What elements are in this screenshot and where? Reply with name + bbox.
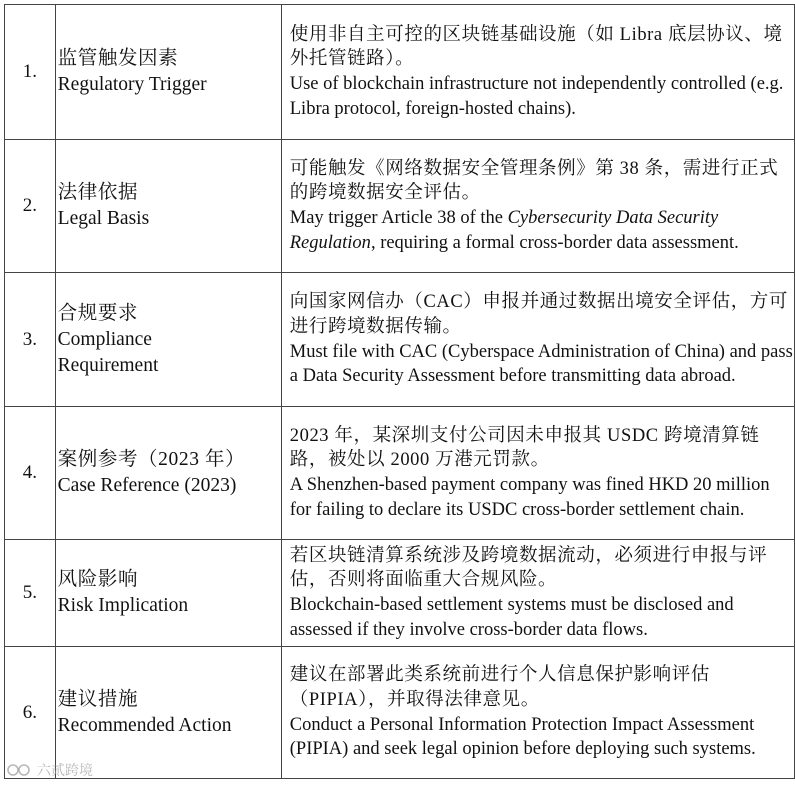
label-zh: 合规要求 bbox=[57, 302, 139, 324]
row-number: 4. bbox=[5, 407, 56, 540]
label-en: Legal Basis bbox=[57, 208, 150, 229]
content-en-post: , requiring a formal cross-border data assessment. bbox=[370, 232, 739, 253]
table-row bbox=[5, 273, 795, 407]
row-number: 1. bbox=[5, 5, 56, 140]
table-row bbox=[5, 5, 795, 140]
content-en: A Shenzhen-based payment company was fined HKD 20 million for failing to declare its USDC cross-border settlement chain. bbox=[289, 475, 770, 520]
watermark-text: 六贰跨境 bbox=[37, 763, 93, 779]
content-en: Must file with CAC (Cyberspace Administration of China) and pass a Data Security Assessment before transmitting data abroad. bbox=[289, 341, 793, 387]
content-zh: 2023 年，某深圳支付公司因未申报其 USDC 跨境清算链路，被处以 2000 万港元罚款。 bbox=[289, 425, 760, 471]
content-en: Blockchain-based settlement systems must be disclosed and assessed if they involve cross-border data flows. bbox=[289, 595, 734, 640]
label-en: Compliance Requirement bbox=[57, 328, 159, 376]
table-row bbox=[5, 140, 795, 273]
row-label bbox=[55, 5, 281, 140]
row-content bbox=[281, 273, 794, 407]
row-content bbox=[281, 140, 794, 273]
table-row bbox=[5, 407, 795, 540]
row-number: 5. bbox=[5, 540, 56, 647]
content-zh: 向国家网信办（CAC）申报并通过数据出境安全评估，方可进行跨境数据传输。 bbox=[289, 292, 788, 337]
table-row bbox=[5, 647, 795, 779]
watermark bbox=[7, 760, 93, 780]
content-zh: 若区块链清算系统涉及跨境数据流动，必须进行申报与评估，否则将面临重大合规风险。 bbox=[289, 545, 768, 591]
label-en: Risk Implication bbox=[57, 595, 189, 616]
row-content bbox=[281, 647, 794, 779]
row-label bbox=[55, 647, 281, 779]
content-en-pre: May trigger Article 38 of the bbox=[289, 208, 508, 228]
regulatory-table bbox=[4, 4, 795, 779]
row-number: 3. bbox=[5, 273, 56, 407]
content-en: Use of blockchain infrastructure not independently controlled (e.g. Libra protocol, foreign-hosted chains). bbox=[289, 74, 784, 119]
table-row bbox=[5, 540, 795, 647]
label-zh: 监管触发因素 bbox=[57, 48, 179, 69]
row-label bbox=[55, 140, 281, 273]
content-en bbox=[290, 206, 794, 255]
row-label bbox=[55, 407, 281, 540]
row-content bbox=[281, 407, 794, 540]
label-en: Regulatory Trigger bbox=[57, 74, 207, 95]
content-zh: 建议在部署此类系统前进行个人信息保护影响评估（PIPIA），并取得法律意见。 bbox=[289, 665, 710, 710]
row-number: 2. bbox=[5, 140, 56, 273]
row-number: 6. bbox=[5, 647, 56, 779]
content-en: Conduct a Personal Information Protection Impact Assessment (PIPIA) and seek legal opinion before deploying such systems. bbox=[289, 714, 756, 760]
label-en: Recommended Action bbox=[57, 714, 232, 736]
row-content bbox=[281, 5, 794, 140]
row-label bbox=[55, 273, 281, 407]
content-zh: 使用非自主可控的区块链基础设施（如 Libra 底层协议、境外托管链路）。 bbox=[289, 24, 783, 70]
label-en: Case Reference (2023) bbox=[57, 475, 237, 496]
logo-mark-icon bbox=[7, 762, 33, 778]
content-zh: 可能触发《网络数据安全管理条例》第 38 条，需进行正式的跨境数据安全评估。 bbox=[289, 158, 779, 204]
label-zh: 风险影响 bbox=[57, 569, 139, 590]
label-zh: 案例参考（2023 年） bbox=[57, 449, 246, 470]
row-content bbox=[281, 540, 794, 647]
label-zh: 法律依据 bbox=[57, 182, 139, 203]
regulation-title: Cybersecurity Data Security Regulation bbox=[289, 208, 719, 253]
label-zh: 建议措施 bbox=[57, 688, 139, 710]
row-label bbox=[55, 540, 281, 647]
